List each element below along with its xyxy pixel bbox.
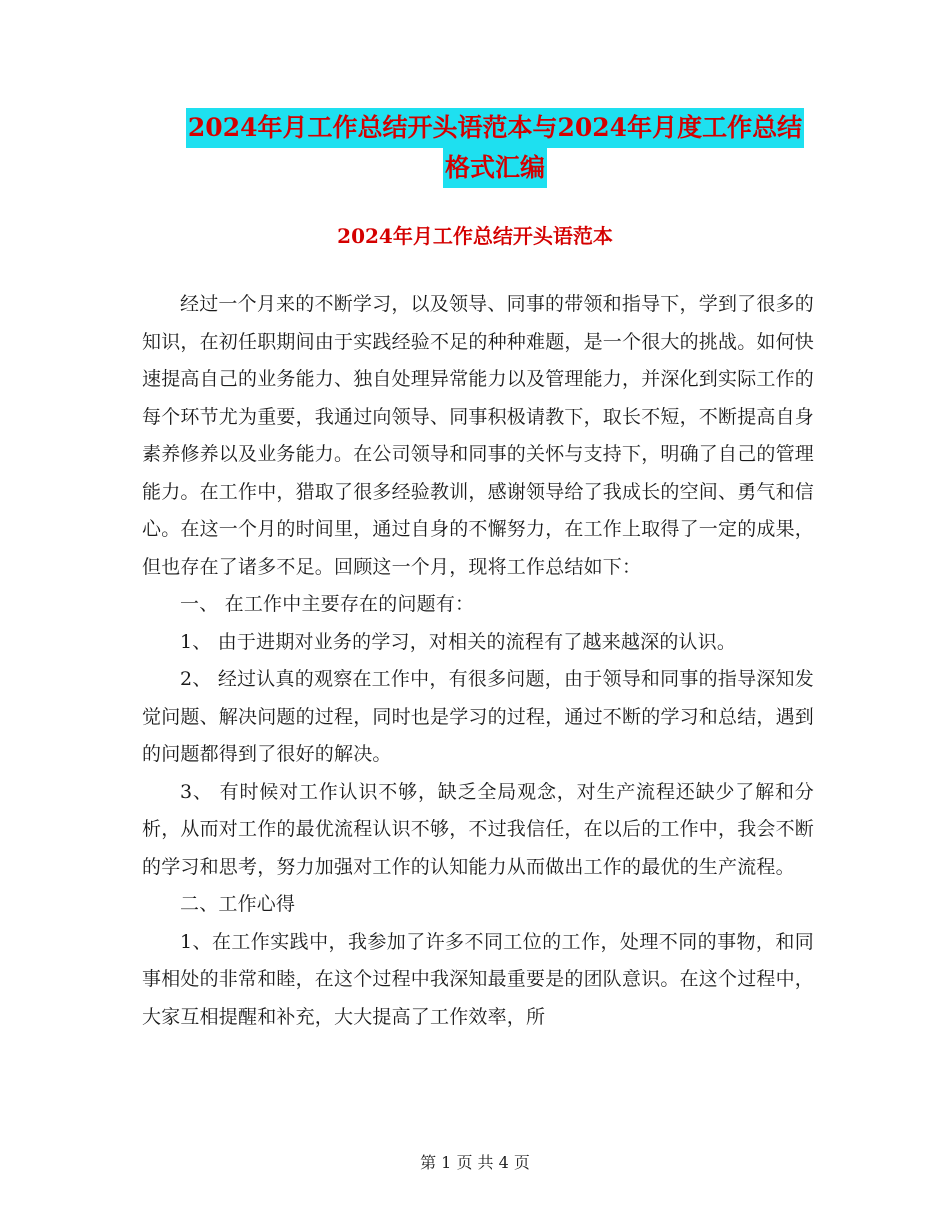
document-body — [142, 286, 814, 1036]
paragraph-problem-2: 2、 经过认真的观察在工作中，有很多问题，由于领导和同事的指导深知发觉问题、解决问题的过程，同时也是学习的过程，通过不断的学习和总结，遇到的问题都得到了很好的解决。 — [142, 668, 815, 765]
title-line-1: 2024年月工作总结开头语范本与2024年月度工作总结 — [186, 108, 804, 148]
paragraph-intro: 经过一个月来的不断学习，以及领导、同事的带领和指导下，学到了很多的知识，在初任职期间由于实践经验不足的种种难题，是一个很大的挑战。如何快速提高自己的业务能力、独自处理异常能力以及管理能力，并深化到实际工作的每个环节尤为重要，我通过向领导、同事积极请教下，取长不短，不断提高自身素养修养以及业务能力。在公司领导和同事的关怀与支持下，明确了自己的管理能力。在工作中，猎取了很多经验教训，感谢领导给了我成长的空间、勇气和信心。在这一个月的时间里，通过自身的不懈努力，在工作上取得了一定的成果，但也存在了诸多不足。回顾这一个月，现将工作总结如下： — [142, 293, 815, 578]
section-heading: 2024年月工作总结开头语范本 — [337, 224, 613, 248]
paragraph-heading-experience: 二、工作心得 — [180, 893, 296, 915]
paragraph-problem-3: 3、 有时候对工作认识不够，缺乏全局观念，对生产流程还缺少了解和分析，从而对工作的最优流程认识不够，不过我信任，在以后的工作中，我会不断的学习和思考，努力加强对工作的认知能力从而做出工作的最优的生产流程。 — [142, 780, 815, 878]
paragraph-heading-problems: 一、 在工作中主要存在的问题有： — [180, 593, 475, 615]
document-title — [150, 108, 840, 188]
title-line-2: 格式汇编 — [443, 148, 547, 188]
page-footer: 第 1 页 共 4 页 — [420, 1153, 530, 1172]
paragraph-experience-1: 1、在工作实践中，我参加了许多不同工位的工作，处理不同的事物，和同事相处的非常和睦，在这个过程中我深知最重要是的团队意识。在这个过程中，大家互相提醒和补充，大大提高了工作效率，所 — [142, 930, 815, 1028]
paragraph-problem-1: 1、 由于进期对业务的学习，对相关的流程有了越来越深的认识。 — [180, 630, 737, 653]
